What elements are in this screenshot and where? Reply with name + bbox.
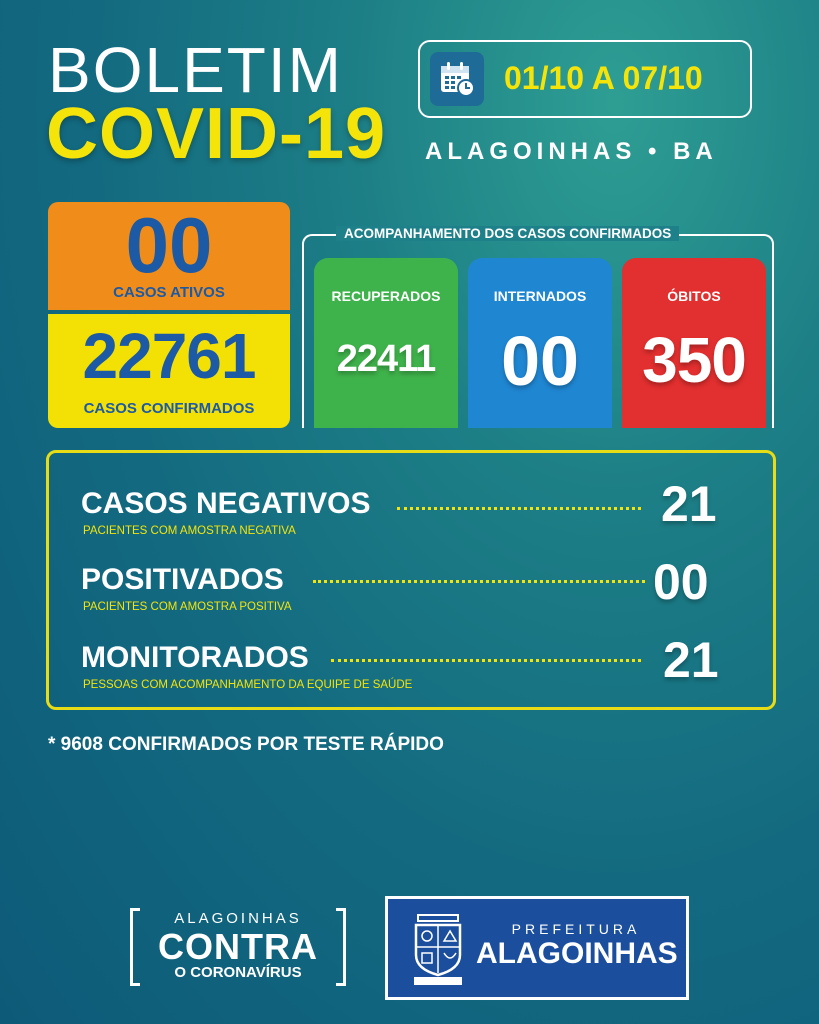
positive-cases-value: 00 <box>653 554 709 610</box>
title-boletim: BOLETIM <box>48 34 343 106</box>
tracking-title: ACOMPANHAMENTO DOS CASOS CONFIRMADOS <box>336 226 679 241</box>
hospitalized-label: INTERNADOS <box>493 288 587 304</box>
campaign-main-text: CONTRA <box>158 926 318 967</box>
title-covid: COVID-19 <box>46 94 387 174</box>
campaign-logo <box>130 908 346 988</box>
negative-cases-subtitle: PACIENTES COM AMOSTRA NEGATIVA <box>83 525 296 537</box>
recovered-value: 22411 <box>336 338 436 380</box>
positive-cases-subtitle: PACIENTES COM AMOSTRA POSITIVA <box>83 601 292 613</box>
city-seal-icon <box>410 911 466 987</box>
campaign-bottom-text: O CORONAVÍRUS <box>174 964 302 981</box>
negative-cases-value: 21 <box>661 476 717 532</box>
deaths-label: ÓBITOS <box>667 288 721 304</box>
confirmed-cases-label: CASOS CONFIRMADOS <box>83 400 255 417</box>
deaths-card <box>622 258 766 428</box>
location-label: ALAGOINHAS • BA <box>425 138 718 165</box>
active-cases-label: CASOS ATIVOS <box>113 284 225 301</box>
prefeitura-name: ALAGOINHAS <box>476 937 678 970</box>
active-cases-card <box>48 202 290 310</box>
date-range: 01/10 A 07/10 <box>504 60 703 96</box>
rapid-test-footnote: * 9608 CONFIRMADOS POR TESTE RÁPIDO <box>48 734 444 755</box>
dotted-leader <box>397 507 641 510</box>
details-box <box>46 450 776 710</box>
campaign-top-text: ALAGOINHAS <box>174 910 302 927</box>
active-cases-value: 00 <box>125 201 213 289</box>
dotted-leader <box>313 580 645 583</box>
calendar-icon <box>430 52 484 106</box>
monitored-subtitle: PESSOAS COM ACOMPANHAMENTO DA EQUIPE DE SAÚDE <box>83 679 413 691</box>
confirmed-cases-card <box>48 314 290 428</box>
hospitalized-value: 00 <box>501 322 579 400</box>
negative-cases-title: CASOS NEGATIVOS <box>81 487 371 520</box>
hospitalized-card <box>468 258 612 428</box>
monitored-value: 21 <box>663 632 719 688</box>
prefeitura-logo <box>385 896 689 1000</box>
recovered-label: RECUPERADOS <box>331 288 441 304</box>
prefeitura-label: PREFEITURA <box>511 921 641 937</box>
monitored-title: MONITORADOS <box>81 641 309 674</box>
deaths-value: 350 <box>642 324 746 396</box>
dotted-leader <box>331 659 641 662</box>
recovered-card <box>314 258 458 428</box>
date-range-box <box>418 40 752 118</box>
confirmed-cases-value: 22761 <box>82 320 256 392</box>
positive-cases-title: POSITIVADOS <box>81 563 284 596</box>
